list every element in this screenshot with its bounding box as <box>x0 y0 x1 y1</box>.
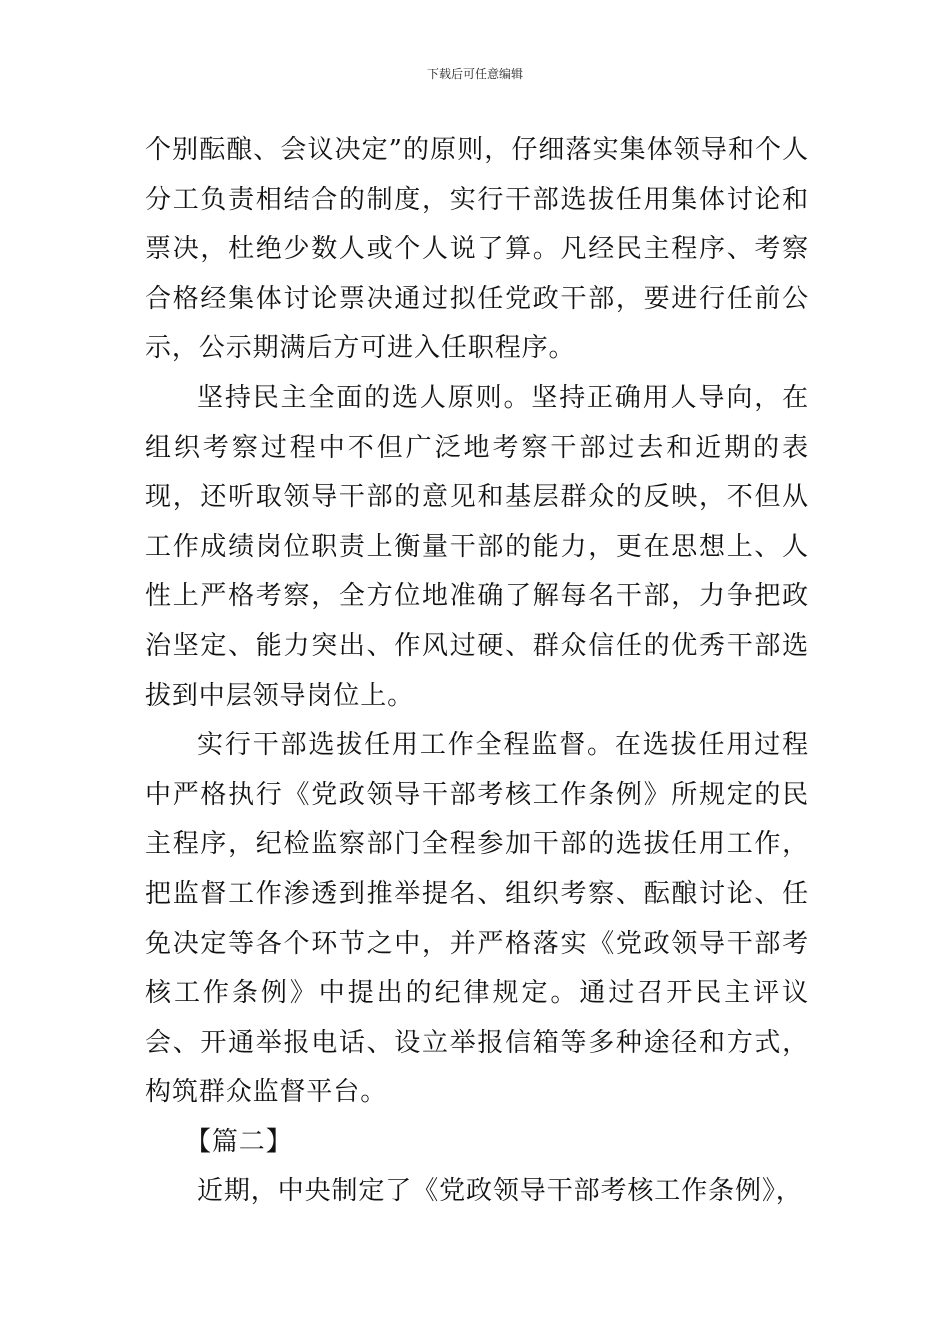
page-header: 下载后可任意编辑 <box>426 67 523 81</box>
section-heading: 【篇二】 <box>185 1126 293 1157</box>
paragraph-selection-principle: 坚持民主全面的选人原则。坚持正确用人导向，在组织考察过程中不但广泛地考察干部过去和近期的表现，还听取领导干部的意见和基层群众的反映，不但从工作成绩岗位职责上衡量干部的能力，更在思想上、人性上严格考察，全方位地准确了解每名干部，力争把政治坚定、能力突出、作风过硬、群众信任的优秀干部选拔到中层领导岗位上。 <box>145 382 809 711</box>
paragraph-supervision: 实行干部选拔任用工作全程监督。在选拔任用过程中严格执行《党政领导干部考核工作条例》所规定的民主程序，纪检监察部门全程参加干部的选拔任用工作，把监督工作渗透到推举提名、组织考察、酝酿讨论、任免决定等各个环节之中，并严格落实《党政领导干部考核工作条例》中提出的纪律规定。通过召开民主评议会、开通举报电话、设立举报信箱等多种途径和方式，构筑群众监督平台。 <box>145 730 809 1108</box>
section-first-paragraph: 近期，中央制定了《党政领导干部考核工作条例》， <box>197 1176 803 1207</box>
document-body <box>145 126 809 1217</box>
paragraph-continuation: 个别酝酿、会议决定”的原则，仔细落实集体领导和个人分工负责相结合的制度，实行干部选拔任用集体讨论和票决，杜绝少数人或个人说了算。凡经民主程序、考察合格经集体讨论票决通过拟任党政干部，要进行任前公示，公示期满后方可进入任职程序。 <box>145 135 809 364</box>
